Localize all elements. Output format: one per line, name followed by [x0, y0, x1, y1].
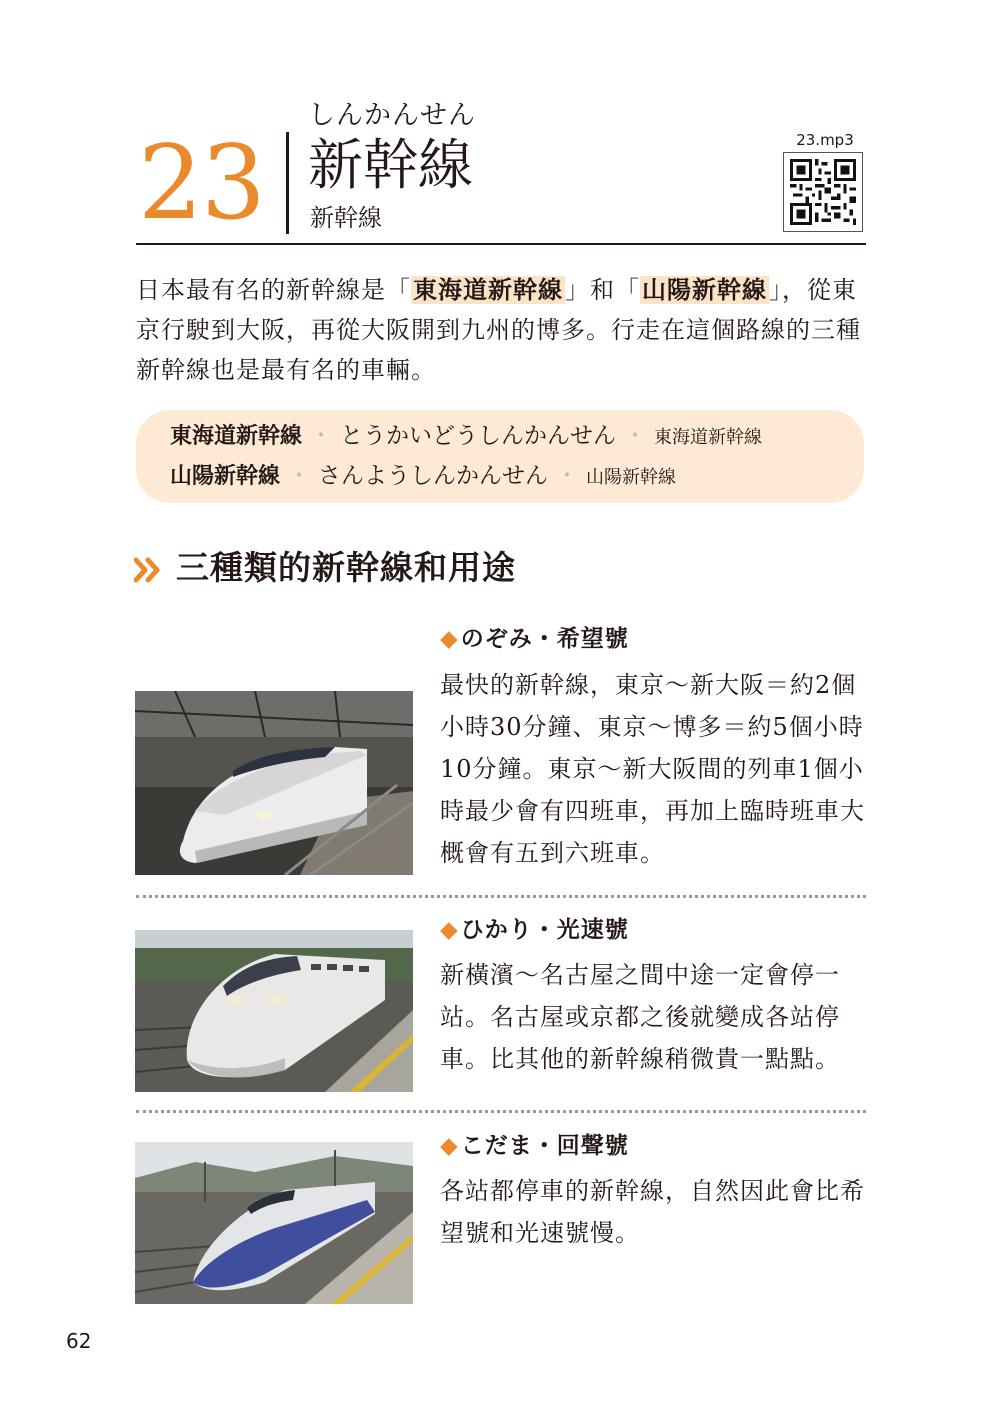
vocab-reading: さんようしんかんせん — [318, 463, 549, 489]
vocab-translation: 山陽新幹線 — [586, 467, 677, 488]
nozomi-heading-text: のぞみ・希望號 — [460, 626, 629, 652]
kodama-heading — [440, 1129, 629, 1163]
qr-code-graphic — [790, 159, 856, 225]
highlight-tokaido: 東海道新幹線 — [413, 276, 563, 304]
section-title: 三種類的新幹線和用途 — [176, 548, 516, 587]
double-chevron-icon — [134, 556, 162, 584]
dotted-divider — [136, 1110, 866, 1113]
hikari-train-photo — [135, 930, 413, 1092]
vocab-reading: とうかいどうしんかんせん — [340, 423, 617, 449]
kodama-heading-text: こだま・回聲號 — [460, 1133, 629, 1159]
diamond-icon: ◆ — [440, 1133, 459, 1159]
vocab-item — [170, 418, 762, 456]
kodama-train-photo — [135, 1142, 413, 1304]
intro-text: 日本最有名的新幹線是「 — [136, 276, 411, 304]
diamond-icon: ◆ — [440, 917, 459, 943]
vocab-separator: ・ — [310, 424, 333, 449]
page-number: 62 — [66, 1329, 92, 1353]
nozomi-description: 最快的新幹線，東京～新大阪＝約2個小時30分鐘、東京～博多＝約5個小時10分鐘。東京～新大阪間的列車1個小時最少會有四班車，再加上臨時班車大概會有五到六班車。 — [440, 671, 865, 867]
intro-text: 」，從東京行駛到大阪，再從大阪開到九州的博多。行走在這個路線的三種新幹線也是最有名的車輛。 — [136, 276, 861, 384]
vocab-term: 東海道新幹線 — [170, 424, 303, 449]
audio-file-label: 23.mp3 — [796, 131, 854, 149]
lesson-title: 新幹線 — [308, 133, 474, 197]
vocab-item — [170, 458, 676, 496]
hikari-heading — [440, 913, 629, 947]
train-photo-graphic — [135, 930, 413, 1092]
title-divider — [286, 132, 289, 234]
train-photo-graphic — [135, 1142, 413, 1304]
vocab-separator: ・ — [288, 464, 311, 489]
intro-text: 」和「 — [565, 276, 640, 304]
qr-code-icon[interactable] — [783, 152, 863, 232]
vocab-box — [136, 410, 864, 503]
header-rule — [136, 243, 866, 245]
vocab-translation: 東海道新幹線 — [654, 427, 763, 448]
title-reading: しんかんせん — [308, 100, 476, 131]
train-photo-graphic — [135, 691, 413, 875]
highlight-sanyo: 山陽新幹線 — [642, 276, 767, 304]
kodama-description: 各站都停車的新幹線，自然因此會比希望號和光速號慢。 — [440, 1177, 865, 1247]
dotted-divider — [136, 895, 866, 898]
vocab-separator: ・ — [556, 464, 579, 489]
lesson-number: 23 — [138, 124, 264, 243]
nozomi-heading — [440, 622, 629, 656]
lesson-title-translation: 新幹線 — [310, 204, 382, 232]
vocab-separator: ・ — [624, 424, 647, 449]
nozomi-train-photo — [135, 691, 413, 875]
intro-paragraph — [136, 270, 876, 390]
hikari-heading-text: ひかり・光速號 — [460, 917, 629, 943]
vocab-term: 山陽新幹線 — [170, 464, 281, 489]
hikari-description: 新橫濱～名古屋之間中途一定會停一站。名古屋或京都之後就變成各站停車。比其他的新幹線稍微貴一點點。 — [440, 961, 840, 1073]
diamond-icon: ◆ — [440, 626, 459, 652]
